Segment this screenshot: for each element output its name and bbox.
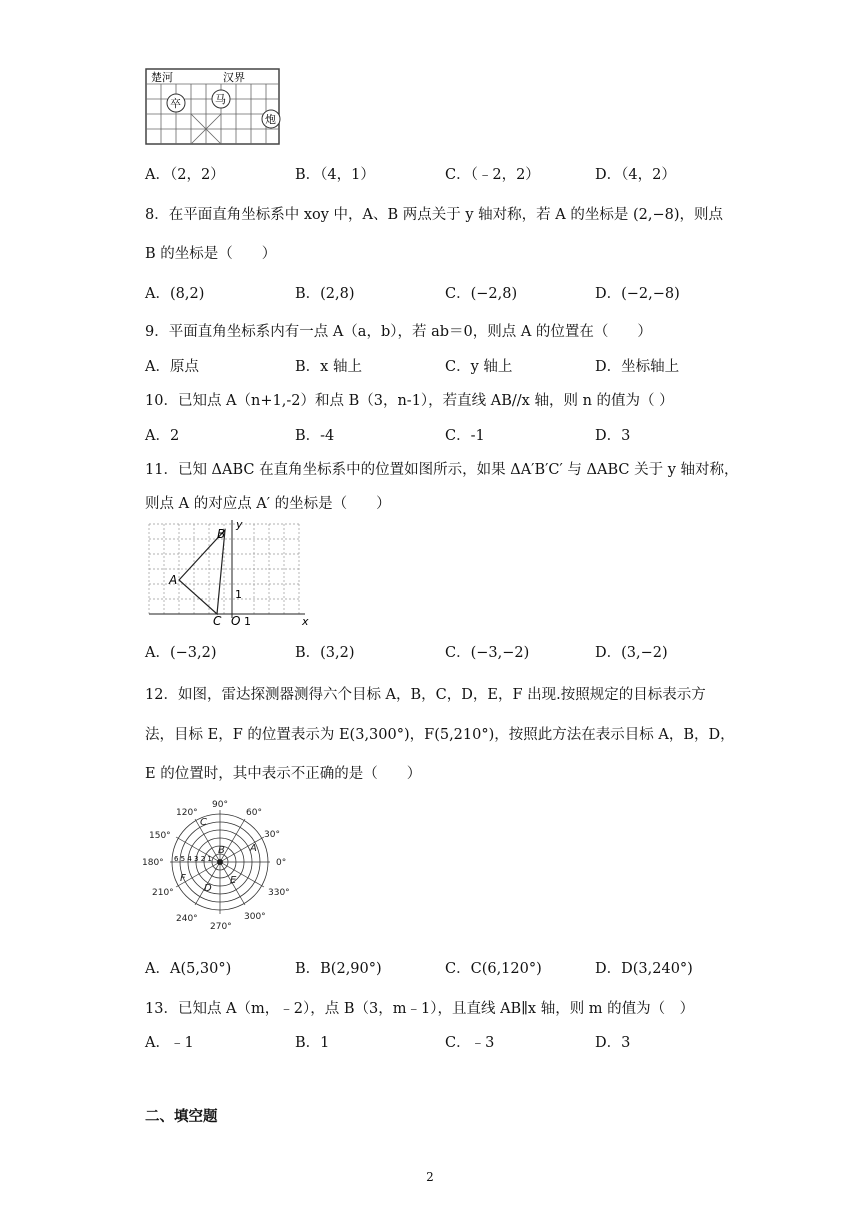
- q8-options: [145, 282, 785, 304]
- q11-options: [145, 641, 785, 663]
- q12-options: [145, 957, 785, 979]
- q10-option-d[interactable]: D．3: [595, 428, 631, 444]
- q13-option-b[interactable]: B．1: [295, 1035, 330, 1051]
- page-number: 2: [426, 1170, 434, 1184]
- q12-stem-line1: 12．如图，雷达探测器测得六个目标 A，B，C，D，E，F 出现.按照规定的目标表示方: [145, 687, 706, 703]
- q9-stem: 9．平面直角坐标系内有一点 A（a，b），若 ab＝0，则点 A 的位置在（ ）: [145, 324, 652, 340]
- label-x: x: [302, 615, 309, 628]
- angle-label-30: 30°: [264, 830, 280, 840]
- angle-label-150: 150°: [149, 831, 171, 841]
- section-title-fill-in: 二、填空题: [145, 1109, 218, 1125]
- label-b: B: [217, 527, 226, 541]
- angle-label-120: 120°: [176, 808, 198, 818]
- angle-label-90: 90°: [212, 800, 228, 810]
- q11-option-d[interactable]: D．(3,−2): [595, 645, 668, 661]
- target-b: B: [218, 845, 225, 856]
- q10-option-c[interactable]: C．-1: [445, 428, 485, 444]
- q13-option-a[interactable]: A．﹣1: [145, 1035, 194, 1051]
- q11-option-b[interactable]: B．(3,2): [295, 645, 355, 661]
- target-e: E: [230, 875, 237, 886]
- q12-option-a[interactable]: A．A(5,30°): [145, 961, 232, 977]
- q9-option-c[interactable]: C．y 轴上: [445, 359, 513, 375]
- chess-river-label-2: 汉界: [223, 71, 245, 84]
- target-d: D: [204, 883, 212, 894]
- q12-option-d[interactable]: D．D(3,240°): [595, 961, 693, 977]
- radar-figure: [140, 795, 300, 939]
- label-o: O: [231, 614, 241, 628]
- angle-label-210: 210°: [152, 888, 174, 898]
- chess-piece-ma: 马: [215, 93, 226, 106]
- chess-river-label-1: 楚河: [151, 71, 173, 84]
- q9-option-d[interactable]: D．坐标轴上: [595, 359, 680, 375]
- q11-option-a[interactable]: A．(−3,2): [145, 645, 217, 661]
- target-a: A: [250, 843, 257, 854]
- q7-option-a[interactable]: A．（2，2）: [145, 167, 225, 183]
- q12-stem-line2: 法，目标 E，F 的位置表示为 E(3,300°)，F(5,210°)，按照此方法在表示目标 A，B，D，: [145, 727, 735, 743]
- q7-options: [145, 163, 785, 185]
- angle-label-300: 300°: [244, 912, 266, 922]
- angle-label-0: 0°: [276, 858, 287, 868]
- target-c: C: [200, 817, 207, 828]
- q13-option-d[interactable]: D．3: [595, 1035, 631, 1051]
- q13-stem: 13．已知点 A（m，﹣2），点 B（3，m﹣1），且直线 AB∥x 轴，则 m 的值为（ ）: [145, 1001, 695, 1017]
- q9-option-a[interactable]: A．原点: [145, 359, 199, 375]
- q8-option-b[interactable]: B．(2,8): [295, 286, 355, 302]
- q11-option-c[interactable]: C．(−3,−2): [445, 645, 530, 661]
- q11-stem-line1: 11．已知 ΔABC 在直角坐标系中的位置如图所示，如果 ΔA′B′C′ 与 ΔABC 关于 y 轴对称，: [145, 462, 739, 478]
- q9-options: [145, 355, 785, 377]
- chess-piece-pao: 炮: [265, 113, 276, 126]
- label-c: C: [213, 614, 222, 628]
- q8-option-c[interactable]: C．(−2,8): [445, 286, 518, 302]
- label-one-x: 1: [244, 615, 251, 628]
- q13-options: [145, 1031, 785, 1053]
- q10-stem: 10．已知点 A（n+1,-2）和点 B（3，n-1），若直线 AB//x 轴，则 n 的值为（ ）: [145, 393, 674, 409]
- q10-option-b[interactable]: B．-4: [295, 428, 335, 444]
- ring-number-labels: 6 5 4 3 2 1: [174, 855, 212, 863]
- q10-option-a[interactable]: A．2: [145, 428, 180, 444]
- label-y: y: [236, 518, 243, 531]
- angle-label-330: 330°: [268, 888, 290, 898]
- angle-label-270: 270°: [210, 922, 232, 932]
- chess-board-figure: [145, 66, 285, 152]
- q12-option-b[interactable]: B．B(2,90°): [295, 961, 382, 977]
- angle-label-240: 240°: [176, 914, 198, 924]
- q11-stem-line2: 则点 A 的对应点 A′ 的坐标是（ ）: [145, 496, 391, 512]
- triangle-grid-figure: [145, 518, 315, 632]
- q8-option-d[interactable]: D．(−2,−8): [595, 286, 680, 302]
- q7-option-d[interactable]: D．（4，2）: [595, 167, 676, 183]
- q8-stem-line1: 8．在平面直角坐标系中 xoy 中，A、B 两点关于 y 轴对称，若 A 的坐标是 (2,−8)，则点: [145, 207, 724, 223]
- q12-option-c[interactable]: C．C(6,120°): [445, 961, 542, 977]
- q9-option-b[interactable]: B．x 轴上: [295, 359, 362, 375]
- q10-options: [145, 424, 785, 446]
- q7-option-c[interactable]: C．（﹣2，2）: [445, 167, 540, 183]
- q7-option-b[interactable]: B．（4，1）: [295, 167, 375, 183]
- q8-stem-line2: B 的坐标是（ ）: [145, 246, 277, 262]
- angle-label-60: 60°: [246, 808, 262, 818]
- label-one-y: 1: [235, 588, 242, 601]
- q12-stem-line3: E 的位置时，其中表示不正确的是（ ）: [145, 766, 422, 782]
- chess-piece-zu: 卒: [170, 97, 181, 110]
- angle-label-180: 180°: [142, 858, 164, 868]
- target-f: F: [180, 873, 186, 884]
- q8-option-a[interactable]: A．(8,2): [145, 286, 205, 302]
- label-a: A: [169, 573, 178, 587]
- q13-option-c[interactable]: C．﹣3: [445, 1035, 495, 1051]
